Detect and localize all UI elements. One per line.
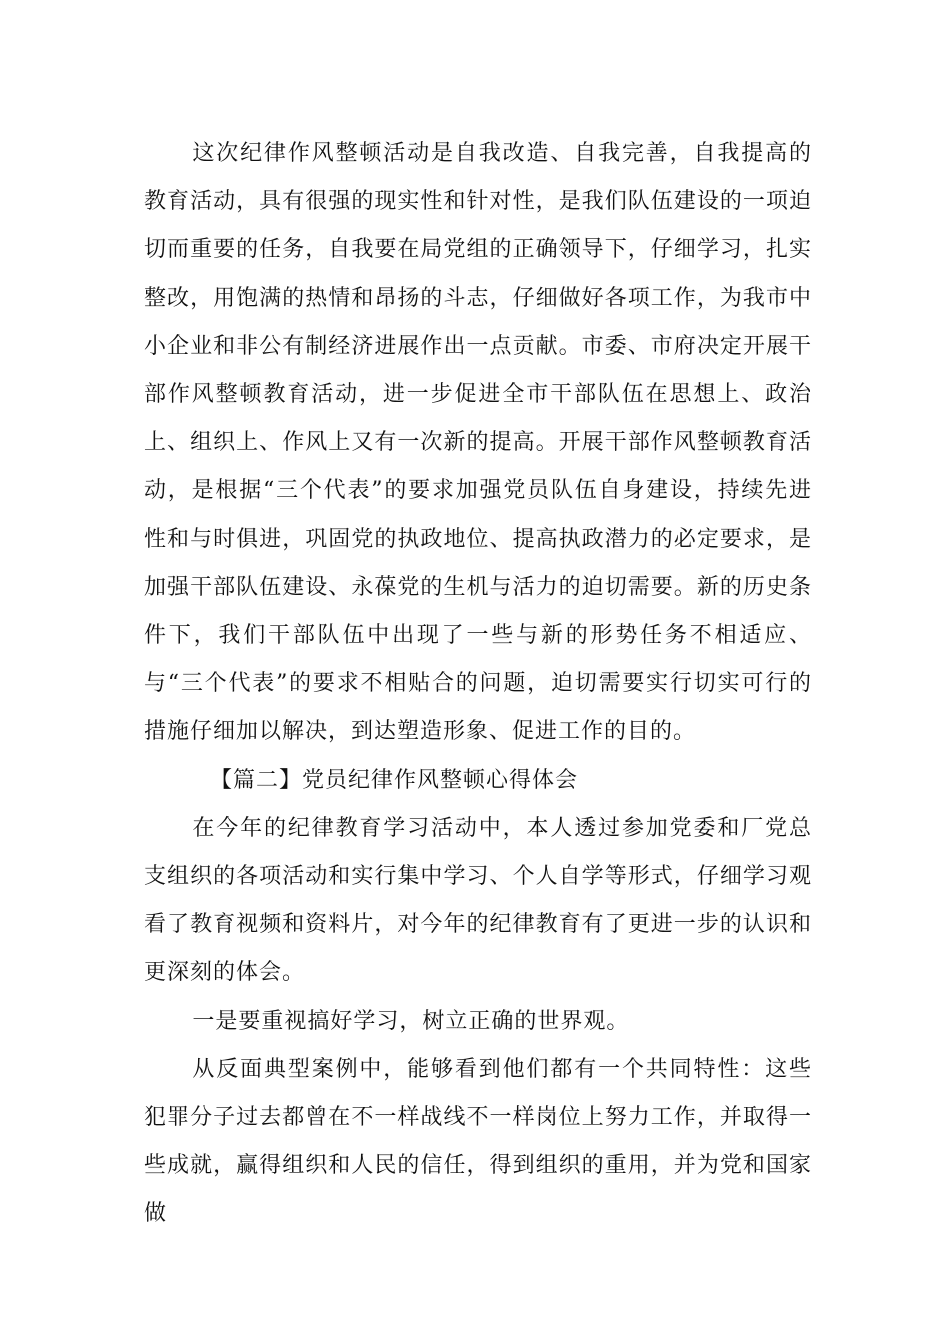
section-heading: 【篇二】党员纪律作风整顿心得体会: [210, 767, 579, 793]
body-paragraph: 一是要重视搞好学习，树立正确的世界观。: [192, 1008, 630, 1034]
body-paragraph: 在今年的纪律教育学习活动中，本人透过参加党委和厂党总支组织的各项活动和实行集中学习、个人自学等形式，仔细学习观看了教育视频和资料片，对今年的纪律教育有了更进一步的认识和更深刻的体会。: [144, 815, 812, 986]
body-paragraph: 这次纪律作风整顿活动是自我改造、自我完善，自我提高的教育活动，具有很强的现实性和针对性，是我们队伍建设的一项迫切而重要的任务，自我要在局党组的正确领导下，仔细学习，扎实整改，用饱满的热情和昂扬的斗志，仔细做好各项工作，为我市中小企业和非公有制经济进展作出一点贡献。市委、市府决定开展干部作风整顿教育活动，进一步促进全市干部队伍在思想上、政治上、组织上、作风上又有一次新的提高。开展干部作风整顿教育活动，是根据“三个代表”的要求加强党员队伍自身建设，持续先进性和与时俱进，巩固党的执政地位、提高执政潜力的必定要求，是加强干部队伍建设、永葆党的生机与活力的迫切需要。新的历史条件下，我们干部队伍中出现了一些与新的形势任务不相适应、与“三个代表”的要求不相贴合的问题，迫切需要实行切实可行的措施仔细加以解决，到达塑造形象、促进工作的目的。: [144, 141, 812, 745]
document-body: [144, 130, 812, 1239]
body-paragraph: 从反面典型案例中，能够看到他们都有一个共同特性：这些犯罪分子过去都曾在不一样战线不一样岗位上努力工作，并取得一些成就，赢得组织和人民的信任，得到组织的重用，并为党和国家做: [144, 1056, 812, 1227]
